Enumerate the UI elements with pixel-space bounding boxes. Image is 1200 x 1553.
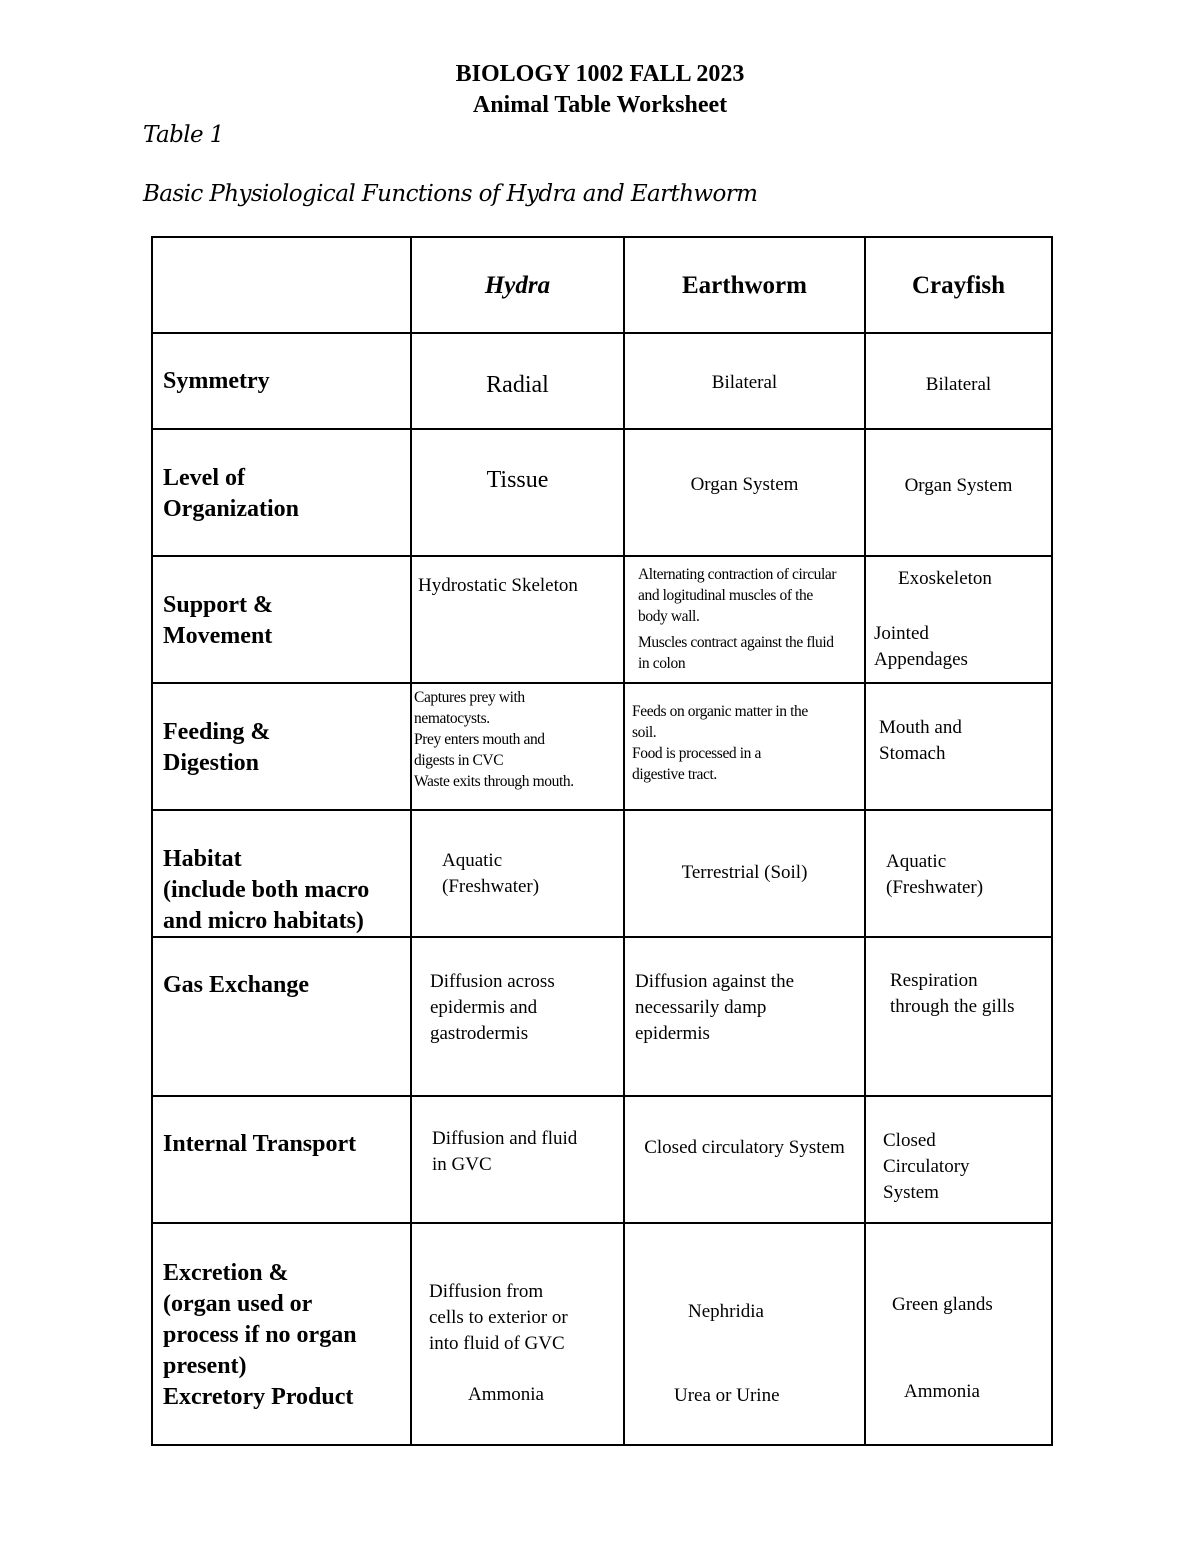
row-label-line: Organization: [163, 496, 299, 522]
earthworm-gas-exchange: [635, 969, 794, 1047]
cell-earthworm: [624, 810, 865, 937]
text-line: nematocysts.: [414, 710, 490, 727]
text-line: in GVC: [432, 1154, 492, 1175]
text-line: digests in CVC: [414, 752, 504, 769]
header-cell-hydra: [411, 237, 624, 333]
table-row-gas-exchange: [152, 937, 1052, 1096]
row-label-habitat: [163, 844, 369, 937]
row-label-line: Digestion: [163, 750, 259, 776]
column-header-hydra: Hydra: [484, 272, 551, 299]
table-title: Basic Physiological Functions of Hydra and Earthworm: [143, 181, 758, 207]
hydra-habitat: [442, 848, 539, 900]
cell-hydra: [411, 937, 624, 1096]
text-line: Diffusion across: [430, 971, 555, 992]
row-label-line: present): [163, 1353, 247, 1379]
text-line: Jointed: [874, 623, 929, 644]
cell-hydra: [411, 1223, 624, 1445]
table-header-row: [152, 237, 1052, 333]
hydra-gas-exchange: [430, 969, 555, 1047]
earthworm-excretion: Nephridia: [688, 1301, 764, 1322]
text-line: necessarily damp: [635, 997, 767, 1018]
row-label-line: (include both macro: [163, 877, 370, 903]
earthworm-organization: Organ System: [690, 474, 799, 495]
cell-earthworm: [624, 333, 865, 429]
text-line: Diffusion against the: [635, 971, 795, 992]
cell-earthworm: [624, 937, 865, 1096]
table-row-organization: [152, 429, 1052, 556]
header-cell-earthworm: [624, 237, 865, 333]
hydra-symmetry: Radial: [486, 372, 549, 398]
column-header-earthworm: Earthworm: [682, 272, 807, 299]
cell-hydra: [411, 683, 624, 810]
cell-earthworm: [624, 1096, 865, 1223]
text-line: Aquatic: [442, 850, 503, 871]
cell-earthworm: [624, 1223, 865, 1445]
row-header-cell: [152, 556, 411, 683]
cell-hydra: [411, 810, 624, 937]
earthworm-support: [638, 564, 836, 674]
row-label-line: Support &: [163, 592, 274, 618]
cell-hydra: [411, 556, 624, 683]
text-line: soil.: [632, 724, 657, 741]
earthworm-habitat: Terrestrial (Soil): [681, 862, 808, 883]
text-line: Circulatory: [883, 1156, 970, 1177]
row-label-line: and micro habitats): [163, 908, 364, 934]
crayfish-symmetry: Bilateral: [925, 374, 992, 395]
text-line: Feeds on organic matter in the: [632, 703, 808, 720]
text-line: into fluid of GVC: [429, 1333, 565, 1354]
cell-crayfish: [865, 1096, 1052, 1223]
text-line: body wall.: [638, 608, 700, 625]
crayfish-excretion: Green glands: [892, 1294, 993, 1315]
text-line: System: [883, 1182, 939, 1203]
cell-crayfish: [865, 1223, 1052, 1445]
row-header-cell: [152, 1223, 411, 1445]
column-header-crayfish: Crayfish: [911, 272, 1006, 299]
text-line: gastrodermis: [430, 1023, 529, 1044]
text-line: (Freshwater): [886, 877, 984, 898]
text-line: Diffusion from: [429, 1281, 544, 1302]
hydra-feeding: [414, 687, 574, 792]
row-label-excretion: [163, 1258, 357, 1413]
table-row-habitat: [152, 810, 1052, 937]
document-title: BIOLOGY 1002 FALL 2023: [455, 61, 745, 87]
text-line: cells to exterior or: [429, 1307, 568, 1328]
text-line: Appendages: [874, 649, 968, 670]
row-label-line: Feeding &: [163, 719, 271, 745]
row-header-cell: [152, 333, 411, 429]
cell-earthworm: [624, 429, 865, 556]
text-line: Respiration: [890, 970, 978, 991]
earthworm-excretory-product: Urea or Urine: [674, 1385, 780, 1406]
earthworm-internal-transport: Closed circulatory System: [644, 1137, 845, 1158]
row-label-line: Excretion &: [163, 1260, 289, 1286]
row-header-cell: [152, 937, 411, 1096]
text-line: Muscles contract against the fluid: [638, 634, 834, 651]
row-label-gas-exchange: Gas Exchange: [163, 972, 310, 998]
row-label-line: Excretory Product: [163, 1384, 354, 1410]
text-line: (Freshwater): [442, 876, 540, 897]
hydra-excretory-product: Ammonia: [468, 1384, 544, 1405]
row-label-internal-transport: Internal Transport: [163, 1131, 357, 1157]
text-line: Captures prey with: [414, 689, 525, 706]
row-label-line: Level of: [163, 465, 245, 491]
text-line: Diffusion and fluid: [432, 1128, 578, 1149]
cell-crayfish: [865, 683, 1052, 810]
table-row-feeding: [152, 683, 1052, 810]
cell-earthworm: [624, 683, 865, 810]
crayfish-habitat: [886, 849, 983, 901]
row-label-line: process if no organ: [163, 1322, 357, 1348]
table-row-internal-transport: [152, 1096, 1052, 1223]
cell-crayfish: [865, 810, 1052, 937]
cell-crayfish: [865, 429, 1052, 556]
text-line: Exoskeleton: [898, 568, 992, 589]
header-empty-cell: [152, 237, 411, 333]
hydra-internal-transport: [432, 1126, 577, 1178]
cell-earthworm: [624, 556, 865, 683]
row-label-organization: [163, 463, 299, 525]
cell-hydra: [411, 429, 624, 556]
crayfish-organization: Organ System: [904, 475, 1013, 496]
table-row-excretion: [152, 1223, 1052, 1445]
text-line: epidermis and: [430, 997, 538, 1018]
text-line: in colon: [638, 655, 686, 672]
table-row-symmetry: [152, 333, 1052, 429]
crayfish-support: [874, 566, 992, 673]
row-header-cell: [152, 1096, 411, 1223]
header-cell-crayfish: [865, 237, 1052, 333]
row-header-cell: [152, 429, 411, 556]
table-label: Table 1: [143, 122, 224, 148]
text-line: epidermis: [635, 1023, 710, 1044]
text-line: Waste exits through mouth.: [414, 773, 574, 790]
cell-crayfish: [865, 556, 1052, 683]
hydra-support: Hydrostatic Skeleton: [418, 575, 578, 596]
text-line: Closed: [883, 1130, 936, 1151]
row-label-line: Habitat: [163, 846, 242, 872]
hydra-excretion: [429, 1279, 568, 1357]
animal-table: [151, 236, 1053, 1446]
text-line: Aquatic: [886, 851, 947, 872]
cell-hydra: [411, 1096, 624, 1223]
hydra-organization: Tissue: [486, 467, 549, 493]
row-label-symmetry: Symmetry: [163, 368, 270, 394]
text-line: through the gills: [890, 996, 1015, 1017]
earthworm-symmetry: Bilateral: [711, 372, 778, 393]
row-label-line: Movement: [163, 623, 273, 649]
cell-hydra: [411, 333, 624, 429]
row-label-line: (organ used or: [163, 1291, 313, 1317]
cell-crayfish: [865, 333, 1052, 429]
text-line: digestive tract.: [632, 766, 717, 783]
row-header-cell: [152, 683, 411, 810]
text-line: Prey enters mouth and: [414, 731, 545, 748]
row-label-support: [163, 590, 273, 652]
cell-crayfish: [865, 937, 1052, 1096]
text-line: and logitudinal muscles of the: [638, 587, 813, 604]
crayfish-feeding: [879, 715, 962, 767]
crayfish-excretory-product: Ammonia: [904, 1381, 980, 1402]
text-line: Stomach: [879, 743, 946, 764]
text-line: Food is processed in a: [632, 745, 761, 762]
row-header-cell: [152, 810, 411, 937]
table-row-support: [152, 556, 1052, 683]
text-line: Mouth and: [879, 717, 962, 738]
worksheet-title: Animal Table Worksheet: [472, 92, 728, 118]
text-line: Alternating contraction of circular: [638, 566, 837, 583]
row-label-feeding: [163, 717, 270, 779]
crayfish-internal-transport: [883, 1128, 970, 1206]
earthworm-feeding: [632, 701, 808, 785]
crayfish-gas-exchange: [890, 968, 1015, 1020]
